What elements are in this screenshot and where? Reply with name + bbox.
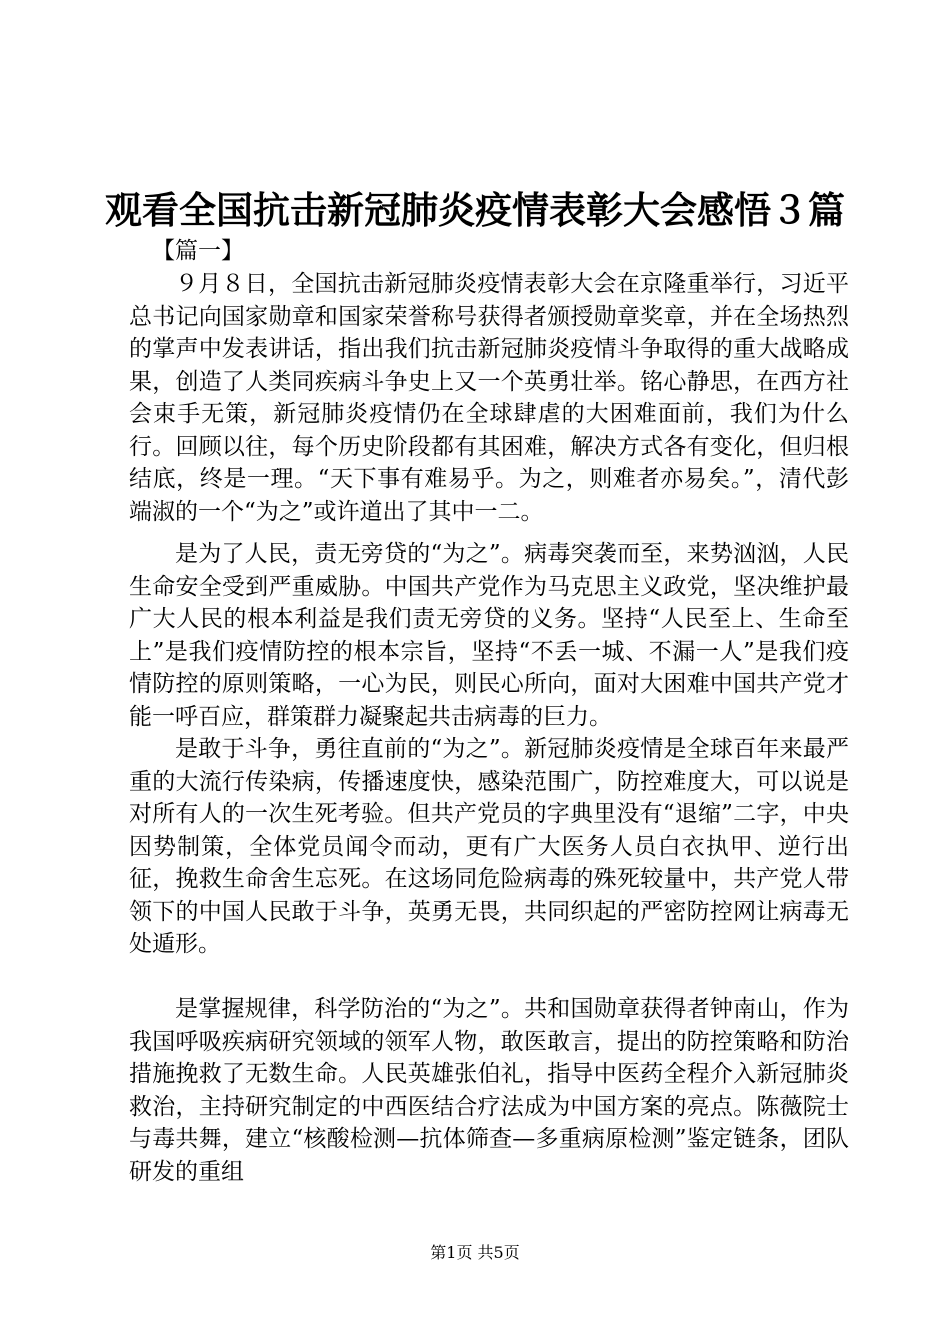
page-footer: 第1页 共5页 [430,1243,520,1262]
document-body-continued [129,538,849,1188]
paragraph: 是为了人民，责无旁贷的“为之”。病毒突袭而至，来势汹汹，人民生命安全受到严重威胁。中国共产党作为马克思主义政党，坚决维护最广大人民的根本利益是我们责无旁贷的义务。坚持“人民至上、生命至上”是我们疫情防控的根本宗旨，坚持“不丢一城、不漏一人”是我们疫情防控的原则策略，一心为民，则民心所向，面对大困难中国共产党才能一呼百应，群策群力凝聚起共击病毒的巨力。 [129,541,849,730]
paragraph: ９月８日，全国抗击新冠肺炎疫情表彰大会在京隆重举行，习近平总书记向国家勋章和国家荣誉称号获得者颁授勋章奖章，并在全场热烈的掌声中发表讲话，指出我们抗击新冠肺炎疫情斗争取得的重大战略成果，创造了人类同疾病斗争史上又一个英勇壮举。铭心静思，在西方社会束手无策，新冠肺炎疫情仍在全球肆虐的大困难面前，我们为什么行。回顾以往，每个历史阶段都有其困难，解决方式各有变化，但归根结底，终是一理。“天下事有难易乎。为之，则难者亦易矣。”，清代彭端淑的一个“为之”或许道出了其中一二。 [129,271,849,525]
paragraph: 是掌握规律，科学防治的“为之”。共和国勋章获得者钟南山，作为我国呼吸疾病研究领域的领军人物，敢医敢言，提出的防控策略和防治措施挽救了无数生命。人民英雄张伯礼，指导中医药全程介入新冠肺炎救治，主持研究制定的中西医结合疗法成为中国方案的亮点。陈薇院士与毒共舞，建立“核酸检测—抗体筛查—多重病原检测”鉴定链条，团队研发的重组 [129,996,849,1185]
paragraph: 是敢于斗争，勇往直前的“为之”。新冠肺炎疫情是全球百年来最严重的大流行传染病，传播速度快，感染范围广，防控难度大，可以说是对所有人的一次生死考验。但共产党员的字典里没有“退缩”二字，中央因势制策，全体党员闻令而动，更有广大医务人员白衣执甲、逆行出征，挽救生命舍生忘死。在这场同危险病毒的殊死较量中，共产党人带领下的中国人民敢于斗争，英勇无畏，共同织起的严密防控网让病毒无处遁形。 [129,736,849,957]
section-label: 【篇一】 [152,238,244,264]
document-title: 观看全国抗击新冠肺炎疫情表彰大会感悟３篇 [105,188,845,232]
document-body [129,268,849,528]
